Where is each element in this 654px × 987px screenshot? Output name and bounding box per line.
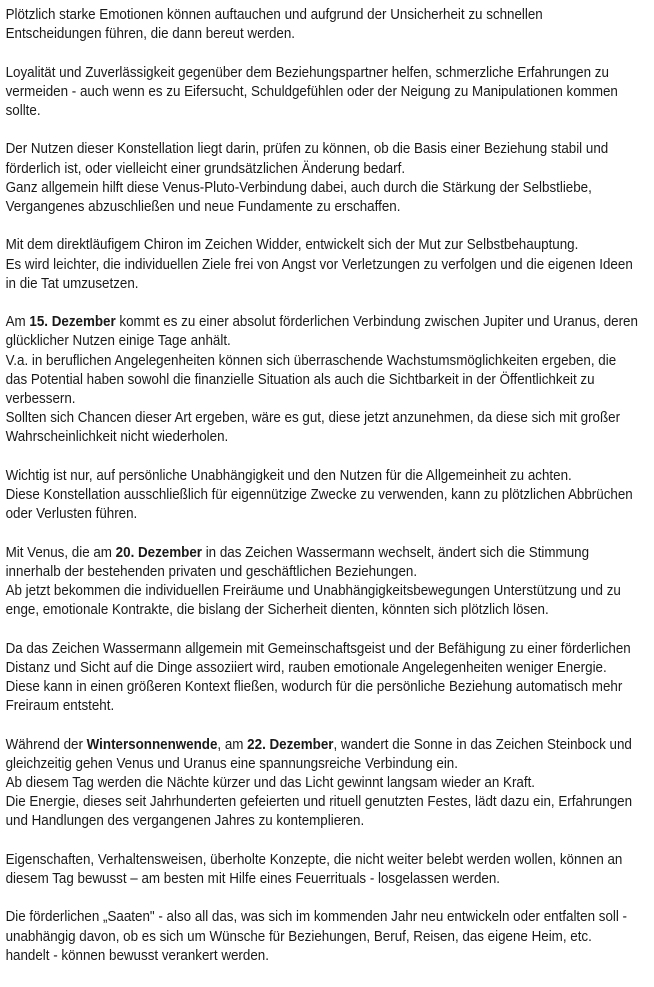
text-run: kommt es zu einer absolut förderlichen Verbindung zwischen Jupiter und Uranus, deren glücklicher Nutzen einige Tage anhält.	[5, 314, 638, 350]
paragraph-7	[6, 544, 638, 621]
text-run: Mit Venus, die am	[5, 544, 116, 561]
paragraph-line: Mit dem direktläufigem Chiron im Zeichen Widder, entwickelt sich der Mut zur Selbstbehauptung.	[5, 237, 579, 254]
event-highlight: Wintersonnenwende	[86, 736, 218, 753]
paragraph-3	[6, 140, 638, 217]
paragraph-line: Eigenschaften, Verhaltensweisen, überholte Konzepte, die nicht weiter belebt werden wollen, können an diesem Tag bewusst – am besten mit Hilfe eines Feuerrituals - losgelassen werden.	[5, 851, 623, 887]
text-run: in das Zeichen Wassermann wechselt, ändert sich die Stimmung innerhalb der bestehenden privaten und geschäftlichen Beziehungen.	[5, 544, 590, 580]
date-highlight: 15. Dezember	[29, 314, 116, 331]
paragraph-6	[6, 467, 638, 525]
paragraph-11	[6, 908, 638, 966]
paragraph-line: Diese kann in einen größeren Kontext fließen, wodurch für die persönliche Beziehung automatisch mehr Freiraum entsteht.	[5, 679, 623, 715]
text-run: , am	[217, 736, 248, 753]
paragraph-line: Loyalität und Zuverlässigkeit gegenüber dem Beziehungspartner helfen, schmerzliche Erfahrungen zu vermeiden - auch wenn es zu Eifersucht, Schuldgefühlen oder der Neigung zu Manipulationen kommen sollte.	[5, 64, 618, 119]
paragraph-2	[6, 64, 638, 122]
date-highlight: 20. Dezember	[115, 544, 202, 561]
paragraph-line: V.a. in beruflichen Angelegenheiten können sich überraschende Wachstumsmöglichkeiten ergeben, die das Potential haben sowohl die finanzielle Situation als auch die Sichtbarkeit in der Öffentlichkeit zu verbessern.	[5, 352, 617, 407]
paragraph-line: Es wird leichter, die individuellen Ziele frei von Angst vor Verletzungen zu verfolgen und die eigenen Ideen in die Tat umzusetzen.	[5, 256, 633, 292]
date-highlight: 22. Dezember	[247, 736, 334, 753]
paragraph-4	[6, 236, 638, 294]
text-run: , wandert die Sonne in das Zeichen Steinbock und gleichzeitig gehen Venus und Uranus eine spannungsreiche Verbindung ein.	[5, 736, 632, 772]
paragraph-8	[6, 640, 638, 717]
text-run: Am	[5, 314, 30, 331]
paragraph-line: Die förderlichen „Saaten" - also all das, was sich im kommenden Jahr neu entwickeln oder entfalten soll - unabhängig davon, ob es sich um Wünsche für Beziehungen, Beruf, Reisen, das eigene Heim, etc. handelt - können bewusst verankert werden.	[5, 909, 628, 964]
paragraph-line: Ab jetzt bekommen die individuellen Freiräume und Unabhängigkeitsbewegungen Unterstützung und zu enge, emotionale Kontrakte, die bislang der Sicherheit dienten, könnten sich plötzlich lösen.	[5, 583, 621, 619]
paragraph-line	[6, 544, 638, 582]
paragraph-line	[6, 313, 638, 351]
paragraph-10	[6, 851, 638, 889]
paragraph-line: Die Energie, dieses seit Jahrhunderten gefeierten und rituell genutzten Festes, lädt dazu ein, Erfahrungen und Handlungen des vergangenen Jahres zu kontemplieren.	[5, 794, 633, 830]
paragraph-line: Sollten sich Chancen dieser Art ergeben, wäre es gut, diese jetzt anzunehmen, da diese sich mit großer Wahrscheinlichkeit nicht wiederholen.	[5, 410, 621, 446]
paragraph-line	[6, 736, 638, 774]
paragraph-line: Ab diesem Tag werden die Nächte kürzer und das Licht gewinnt langsam wieder an Kraft.	[5, 775, 536, 791]
paragraph-line: Ganz allgemein hilft diese Venus-Pluto-Verbindung dabei, auch durch die Stärkung der Selbstliebe, Vergangenes abzuschließen und neue Fundamente zu erschaffen.	[5, 179, 592, 215]
paragraph-line: Plötzlich starke Emotionen können auftauchen und aufgrund der Unsicherheit zu schnellen Entscheidungen führen, die dann bereut werden.	[5, 7, 543, 43]
paragraph-5	[6, 313, 638, 447]
paragraph-line: Der Nutzen dieser Konstellation liegt darin, prüfen zu können, ob die Basis einer Beziehung stabil und förderlich ist, oder vielleicht einer grundsätzlichen Änderung bedarf.	[5, 141, 609, 177]
paragraph-line: Wichtig ist nur, auf persönliche Unabhängigkeit und den Nutzen für die Allgemeinheit zu achten.	[5, 467, 572, 484]
paragraph-1	[6, 6, 638, 44]
paragraph-9	[6, 736, 638, 832]
paragraph-line: Da das Zeichen Wassermann allgemein mit Gemeinschaftsgeist und der Befähigung zu einer förderlichen Distanz und Sicht auf die Dinge assoziiert wird, rauben emotionale Angelegenheiten weniger Energie.	[5, 640, 631, 676]
paragraph-line: Diese Konstellation ausschließlich für eigennützige Zwecke zu verwenden, kann zu plötzlichen Abbrüchen oder Verlusten führen.	[5, 487, 633, 523]
text-run: Während der	[5, 736, 87, 753]
